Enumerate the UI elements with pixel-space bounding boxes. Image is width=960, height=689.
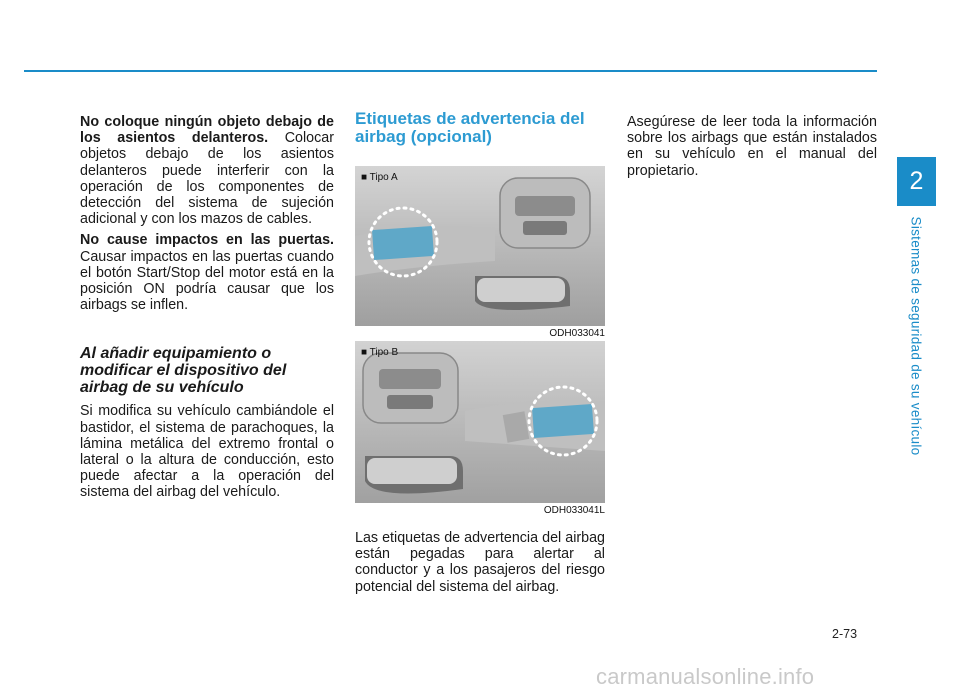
section-heading: Etiquetas de advertencia del airbag (opcional) <box>355 109 585 146</box>
paragraph-labels: Las etiquetas de advertencia del airbag están pegadas para alertar al conductor y a los pasajeros del riesgo potencial del sistema del airbag. <box>355 530 605 595</box>
warning-label-b <box>532 404 594 438</box>
page-number: 2-73 <box>832 627 858 641</box>
figure-type-b <box>355 341 605 518</box>
warning-label-a <box>372 226 434 260</box>
figure-b-label: ■ Tipo B <box>361 347 399 358</box>
modification-heading: Al añadir equipamiento o modificar el dispositivo del airbag de su vehículo <box>80 345 287 397</box>
warning-seats-text: Colocar objetos debajo de los asientos delanteros puede interferir con la operación de los componentes de detección del sistema de sujeción adicional y con los mazos de cables. <box>80 130 334 228</box>
paragraph-modification: Si modifica su vehículo cambiándole el bastidor, el sistema de parachoques, la lámina metálica del extremo frontal o lateral o la altura de conducción, esto puede afectar a la operación del sistema del airbag del vehículo. <box>80 403 334 501</box>
sun-visor-illustration-b <box>355 341 605 518</box>
column-left <box>80 114 334 506</box>
figure-type-a <box>355 166 605 341</box>
paragraph-doors <box>80 232 334 313</box>
warning-doors-bold: No cause impactos en las puertas. <box>80 232 334 249</box>
figure-b-code: ODH033041L <box>355 503 605 518</box>
chapter-tab <box>897 157 936 206</box>
header-rule <box>24 70 877 72</box>
figure-a-code: ODH033041 <box>355 326 605 341</box>
chapter-number: 2 <box>909 167 924 195</box>
sun-visor-illustration-a <box>355 166 605 341</box>
paragraph-read-manual: Asegúrese de leer toda la información sobre los airbags que están instalados en su vehículo en el manual del propietario. <box>627 114 877 179</box>
chapter-title: Sistemas de seguridad de su vehículo <box>908 216 924 456</box>
column-right <box>627 114 877 184</box>
figure-a-label: ■ Tipo A <box>361 172 398 183</box>
warning-seats-bold: No coloque ningún objeto debajo de los asientos delanteros. <box>80 114 334 147</box>
footer-watermark: carmanualsonline.info <box>596 664 815 689</box>
paragraph-seats <box>80 114 334 227</box>
warning-doors-text: Causar impactos en las puertas cuando el botón Start/Stop del motor está en la posición ON podría causar que los airbags se inflen. <box>80 248 334 314</box>
column-middle <box>355 110 605 600</box>
